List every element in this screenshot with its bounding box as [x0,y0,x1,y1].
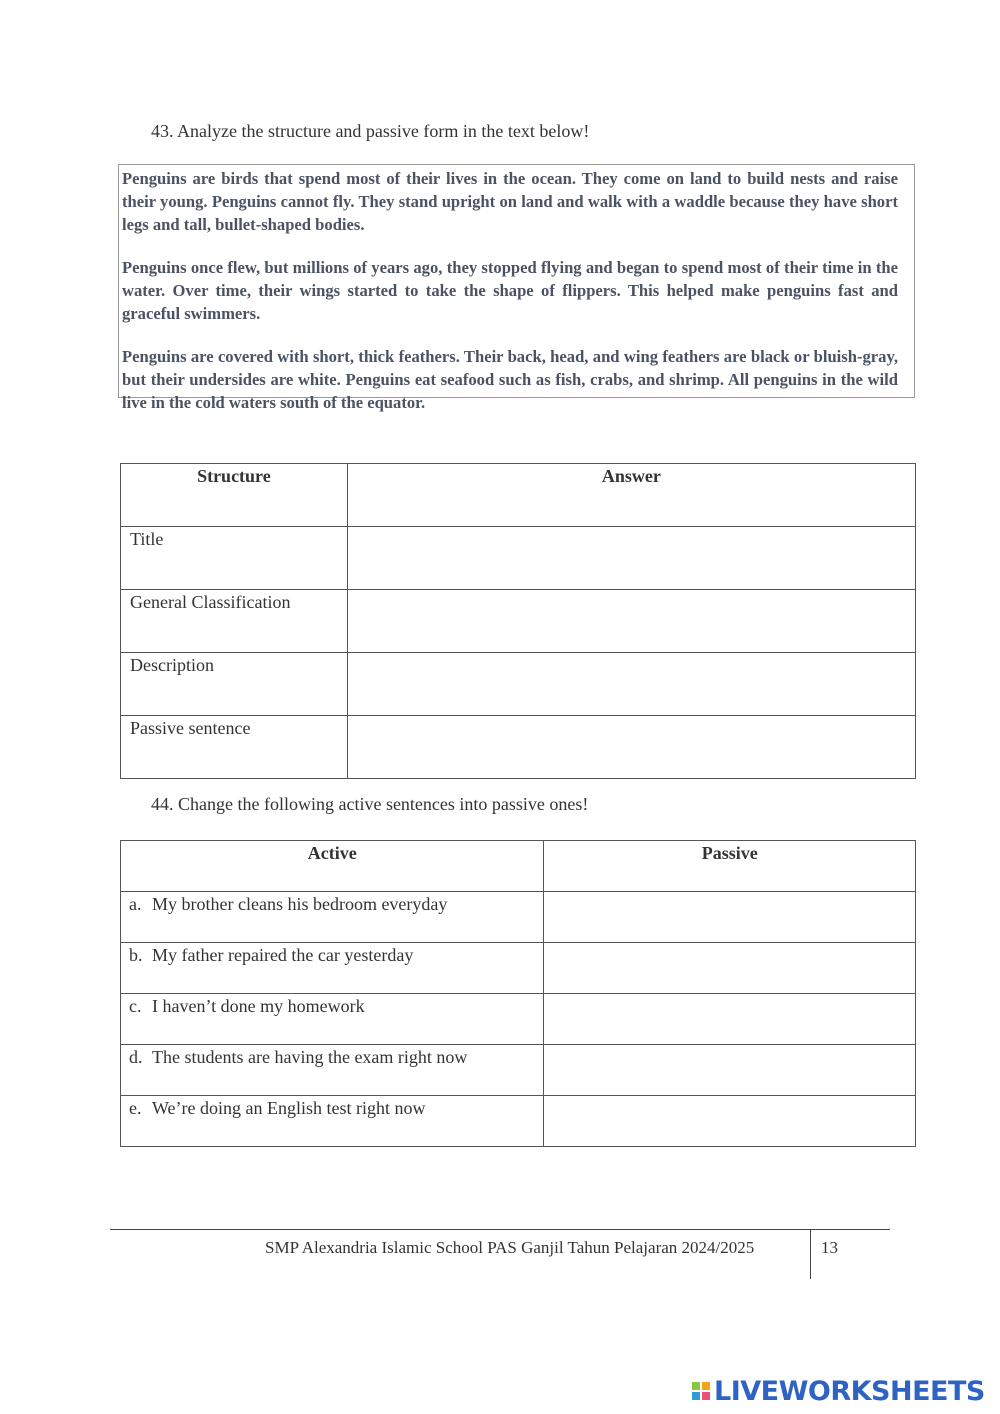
active-sentence [121,892,544,943]
active-header: Active [121,841,544,892]
item-letter: c. [129,996,142,1016]
active-text: My brother cleans his bedroom everyday [152,894,448,914]
structure-table [120,463,916,779]
passive-answer-cell[interactable] [544,892,916,943]
table-row [121,1096,916,1147]
table-row [121,527,916,590]
footer-school-info: SMP Alexandria Islamic School PAS Ganjil Tahun Pelajaran 2024/2025 [265,1238,755,1257]
logo-square [702,1392,710,1400]
item-letter: a. [129,894,142,914]
logo-square [692,1382,700,1390]
structure-label: Title [121,527,348,590]
active-sentence [121,1045,544,1096]
footer-vertical-divider [810,1229,811,1279]
liveworksheets-logo[interactable] [692,1371,985,1411]
passage-paragraph: Penguins once flew, but millions of years ago, they stopped flying and began to spend most of their time in the water. Over time, their wings started to take the shape of flippers. This helped make penguins fast and graceful swimmers. [122,258,898,323]
structure-header: Structure [121,464,348,527]
active-text: We’re doing an English test right now [152,1098,426,1118]
active-text: My father repaired the car yesterday [152,945,414,965]
passage-paragraph: Penguins are covered with short, thick feathers. Their back, head, and wing feathers are black or bluish-gray, but their undersides are white. Penguins eat seafood such as fish, crabs, and shrimp. All penguins in the wild live in the cold waters south of the equator. [122,347,898,412]
table-row [121,943,916,994]
liveworksheets-wordmark: LIVEWORKSHEETS [714,1375,985,1407]
item-letter: d. [129,1047,143,1067]
passive-answer-cell[interactable] [544,1096,916,1147]
passage-box [118,164,915,412]
active-sentence [121,994,544,1045]
table-row [121,892,916,943]
structure-label: Passive sentence [121,716,348,779]
active-sentence [121,1096,544,1147]
active-text: I haven’t done my homework [152,996,365,1016]
question-43: 43. Analyze the structure and passive form in the text below! [151,121,590,141]
table-row [121,994,916,1045]
table-row [121,1045,916,1096]
passive-answer-cell[interactable] [544,994,916,1045]
answer-cell[interactable] [347,527,915,590]
table-header-row [121,841,916,892]
table-row [121,590,916,653]
active-sentence [121,943,544,994]
item-letter: e. [129,1098,142,1118]
answer-cell[interactable] [347,590,915,653]
page-number: 13 [821,1238,838,1257]
passive-answer-cell[interactable] [544,1045,916,1096]
logo-square [692,1392,700,1400]
footer-divider [110,1229,890,1230]
table-header-row [121,464,916,527]
structure-label: Description [121,653,348,716]
answer-cell[interactable] [347,716,915,779]
item-letter: b. [129,945,143,965]
structure-label: General Classification [121,590,348,653]
passive-header: Passive [544,841,916,892]
passive-answer-cell[interactable] [544,943,916,994]
table-row [121,653,916,716]
answer-cell[interactable] [347,653,915,716]
table-row [121,716,916,779]
liveworksheets-icon [692,1382,710,1400]
active-text: The students are having the exam right now [152,1047,468,1067]
answer-header: Answer [347,464,915,527]
question-44: 44. Change the following active sentences into passive ones! [151,794,589,814]
logo-square [702,1382,710,1390]
passage-paragraph: Penguins are birds that spend most of their lives in the ocean. They come on land to build nests and raise their young. Penguins cannot fly. They stand upright on land and walk with a waddle because they have short legs and tall, bullet-shaped bodies. [122,169,898,234]
passive-table [120,840,916,1147]
